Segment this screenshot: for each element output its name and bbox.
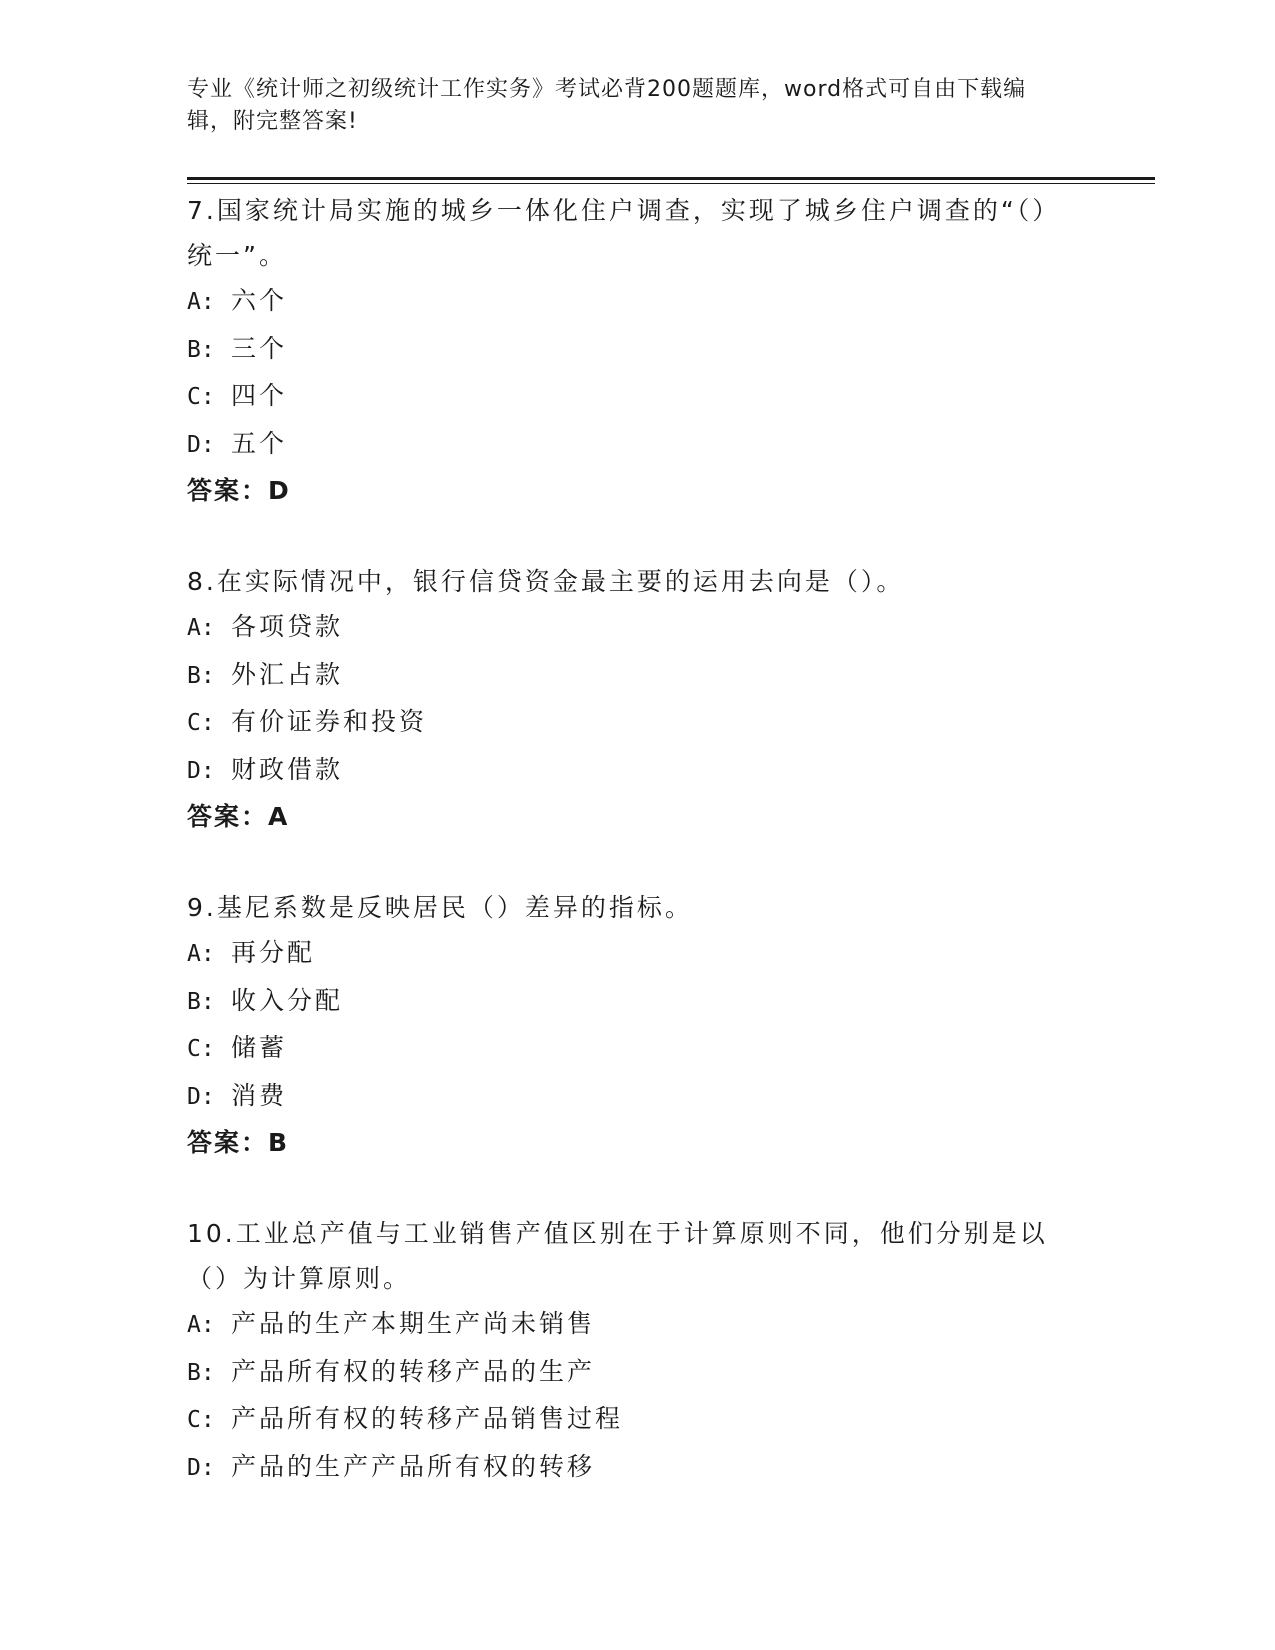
answer: 答案：A <box>187 802 290 831</box>
question-stem: 7.国家统计局实施的城乡一体化住户调查，实现了城乡住户调查的“（）统一”。 <box>187 196 1061 270</box>
option-letter: A: <box>187 289 215 315</box>
option-letter: B: <box>187 988 215 1015</box>
option-text: 外汇占款 <box>231 659 344 689</box>
option-c <box>187 1396 1087 1444</box>
question-10 <box>187 1211 1087 1491</box>
question-stem: 10.工业总产值与工业销售产值区别在于计算原则不同，他们分别是以（）为计算原则。 <box>187 1219 1048 1293</box>
option-a <box>187 930 1087 978</box>
option-text: 产品的生产本期生产尚未销售 <box>231 1309 596 1338</box>
option-letter: B: <box>187 336 215 363</box>
option-text: 有价证券和投资 <box>231 707 428 736</box>
option-a <box>187 604 1087 652</box>
option-text: 收入分配 <box>231 985 344 1015</box>
option-text: 六个 <box>231 286 288 315</box>
option-text: 产品的生产产品所有权的转移 <box>231 1451 596 1481</box>
option-text: 财政借款 <box>231 754 344 784</box>
option-text: 再分配 <box>231 938 316 967</box>
option-b <box>187 1349 1087 1397</box>
option-text: 消费 <box>231 1080 288 1110</box>
option-letter: A: <box>187 1312 215 1338</box>
option-letter: C: <box>187 1036 215 1062</box>
option-d <box>187 747 1087 795</box>
option-text: 储蓄 <box>231 1033 288 1062</box>
answer: 答案：B <box>187 1128 290 1157</box>
option-b <box>187 978 1087 1026</box>
option-letter: C: <box>187 710 215 736</box>
option-letter: D: <box>187 431 215 458</box>
option-b <box>187 326 1087 374</box>
option-letter: C: <box>187 384 215 410</box>
header-divider-thin <box>187 183 1155 184</box>
option-text: 产品所有权的转移产品销售过程 <box>231 1404 624 1433</box>
option-text: 五个 <box>231 428 288 458</box>
option-d <box>187 421 1087 469</box>
document-header: 专业《统计师之初级统计工作实务》考试必背200题题库，word格式可自由下载编辑，附完整答案! <box>187 77 1027 134</box>
option-d <box>187 1073 1087 1121</box>
option-text: 各项贷款 <box>231 612 344 641</box>
question-stem: 9.基尼系数是反映居民（）差异的指标。 <box>187 893 693 922</box>
option-c <box>187 1025 1087 1073</box>
option-d <box>187 1444 1087 1492</box>
option-letter: C: <box>187 1407 215 1433</box>
option-letter: A: <box>187 941 215 967</box>
option-text: 三个 <box>231 333 288 363</box>
question-8 <box>187 559 1087 839</box>
option-letter: A: <box>187 615 215 641</box>
question-9 <box>187 885 1087 1165</box>
header-divider-thick <box>187 177 1155 180</box>
option-letter: D: <box>187 1083 215 1110</box>
question-list <box>187 188 1087 1537</box>
option-text: 产品所有权的转移产品的生产 <box>231 1356 596 1386</box>
option-letter: D: <box>187 757 215 784</box>
answer: 答案：D <box>187 476 291 505</box>
option-c <box>187 373 1087 421</box>
option-text: 四个 <box>231 381 288 410</box>
option-b <box>187 652 1087 700</box>
question-7 <box>187 188 1087 513</box>
option-a <box>187 278 1087 326</box>
option-c <box>187 699 1087 747</box>
option-letter: B: <box>187 1359 215 1386</box>
question-stem: 8.在实际情况中，银行信贷资金最主要的运用去向是（）。 <box>187 567 905 596</box>
option-letter: D: <box>187 1454 215 1481</box>
option-letter: B: <box>187 662 215 689</box>
option-a <box>187 1301 1087 1349</box>
